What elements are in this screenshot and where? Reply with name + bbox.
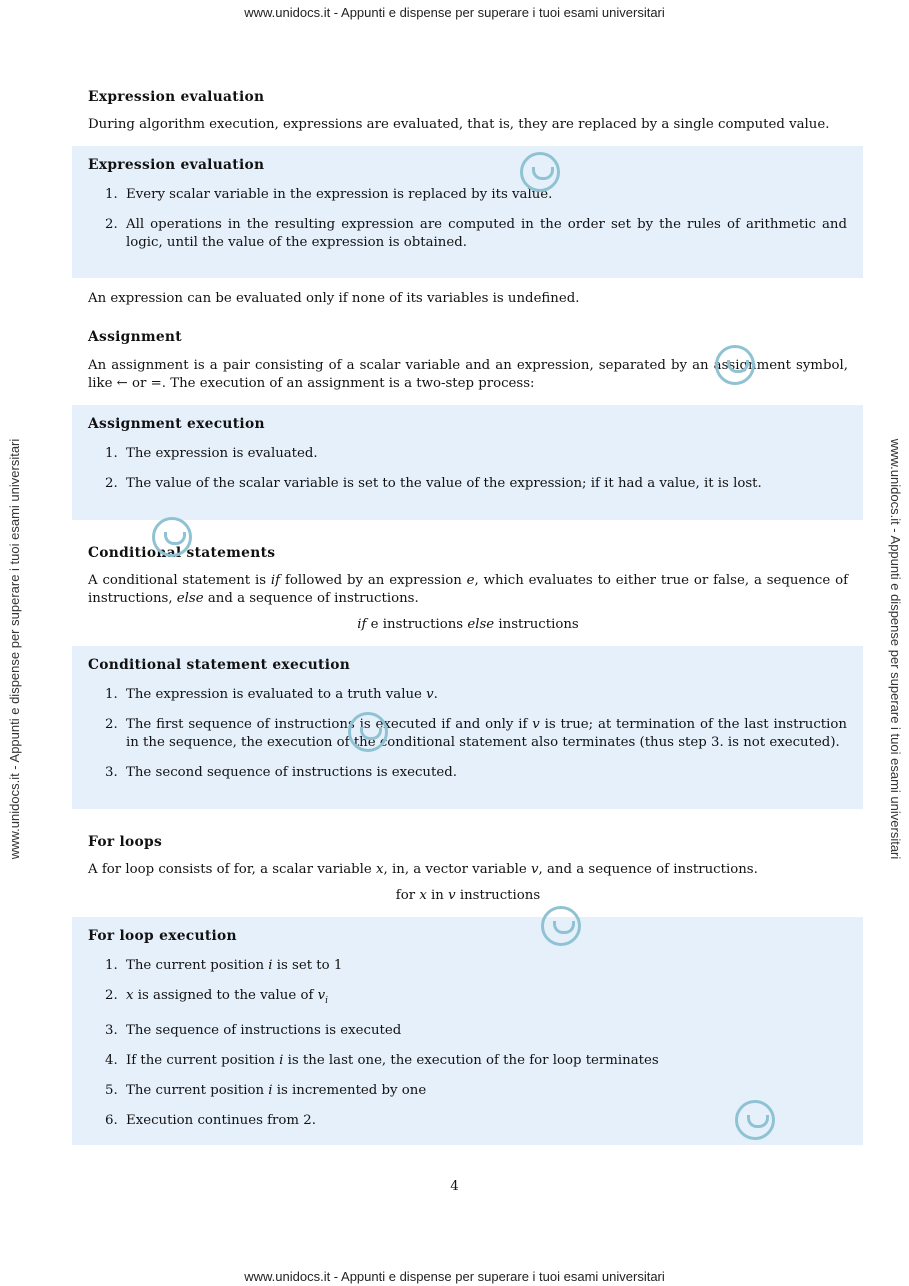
list-item: 2. x is assigned to the value of $v_i$ — [105, 988, 329, 1006]
watermark-logo-icon — [541, 906, 581, 946]
watermark-logo-icon — [152, 517, 192, 557]
watermark-bottom: www.unidocs.it - Appunti e dispense per superare i tuoi esami universitari — [244, 1269, 665, 1284]
heading-conditional-statements: Conditional statements — [88, 545, 276, 561]
list-item: 2. All operations in the resulting expression are computed in the order set by the rules of arithmetic and logic, until the value of the expression is obtained. — [105, 217, 847, 250]
list-item: 1. Every scalar variable in the expression is replaced by its value. — [105, 187, 553, 202]
box-title: Expression evaluation — [88, 157, 265, 173]
watermark-logo-icon — [348, 712, 388, 752]
for-loop-intro: A for loop consists of for, a scalar variable x, in, a vector variable v, and a sequence of instructions. — [88, 862, 758, 877]
list-item: 3. The sequence of instructions is executed — [105, 1022, 402, 1038]
watermark-logo-icon — [520, 152, 560, 192]
box-title: For loop execution — [88, 928, 237, 944]
list-item: 4. If the current position i is the last one, the execution of the for loop terminates — [105, 1052, 659, 1068]
heading-for-loops: For loops — [88, 834, 163, 850]
watermark-logo-icon — [715, 345, 755, 385]
for-loop-steps — [88, 957, 847, 1130]
list-item: 1. The current position i is set to 1 — [105, 958, 343, 973]
box-title: Conditional statement execution — [88, 657, 351, 673]
heading-expression-evaluation: Expression evaluation — [88, 89, 265, 105]
list-item: 1. The expression is evaluated to a truth value v. — [105, 687, 438, 702]
watermark-top: www.unidocs.it - Appunti e dispense per superare i tuoi esami universitari — [244, 5, 665, 20]
heading-assignment: Assignment — [88, 329, 182, 345]
list-item: 6. Execution continues from 2. — [105, 1112, 316, 1128]
watermark-right: www.unidocs.it - Appunti e dispense per superare i tuoi esami universitari — [888, 438, 903, 860]
assignment-execution-box — [72, 405, 863, 520]
expression-evaluation-box — [72, 146, 863, 278]
watermark-logo-icon — [735, 1100, 775, 1140]
assignment-intro: An assignment is a pair consisting of a scalar variable and an expression, separated by an assignment symbol, like ← or =. The execution of an assignment is a two-step process: — [88, 358, 848, 391]
conditional-execution-box — [72, 646, 863, 809]
conditional-steps — [88, 686, 847, 782]
page-number: 4 — [450, 1179, 459, 1194]
box-title: Assignment execution — [88, 416, 265, 432]
expression-note: An expression can be evaluated only if none of its variables is undefined. — [88, 291, 580, 306]
expression-intro: During algorithm execution, expressions are evaluated, that is, they are replaced by a single computed value. — [88, 117, 830, 132]
for-loop-formula: for x in v instructions — [395, 888, 541, 903]
conditional-intro: A conditional statement is if followed by an expression e, which evaluates to either true or false, a sequence of instructions, else and a sequence of instructions. — [88, 573, 849, 606]
list-item: 3. The second sequence of instructions is executed. — [105, 765, 457, 780]
list-item: 2. The value of the scalar variable is set to the value of the expression; if it had a value, it is lost. — [105, 476, 762, 491]
list-item: 1. The expression is evaluated. — [105, 446, 318, 461]
list-item: 5. The current position i is incremented by one — [105, 1082, 427, 1098]
watermark-left: www.unidocs.it - Appunti e dispense per superare i tuoi esami universitari — [7, 438, 22, 860]
list-item: 2. The first sequence of instructions is executed if and only if v is true; at termination of the last instruction in the sequence, the execution of the conditional statement also terminates (thus step 3. is not executed). — [105, 717, 847, 750]
conditional-formula: if e instructions else instructions — [357, 617, 579, 632]
assignment-steps — [88, 445, 847, 493]
expression-steps — [88, 186, 847, 252]
